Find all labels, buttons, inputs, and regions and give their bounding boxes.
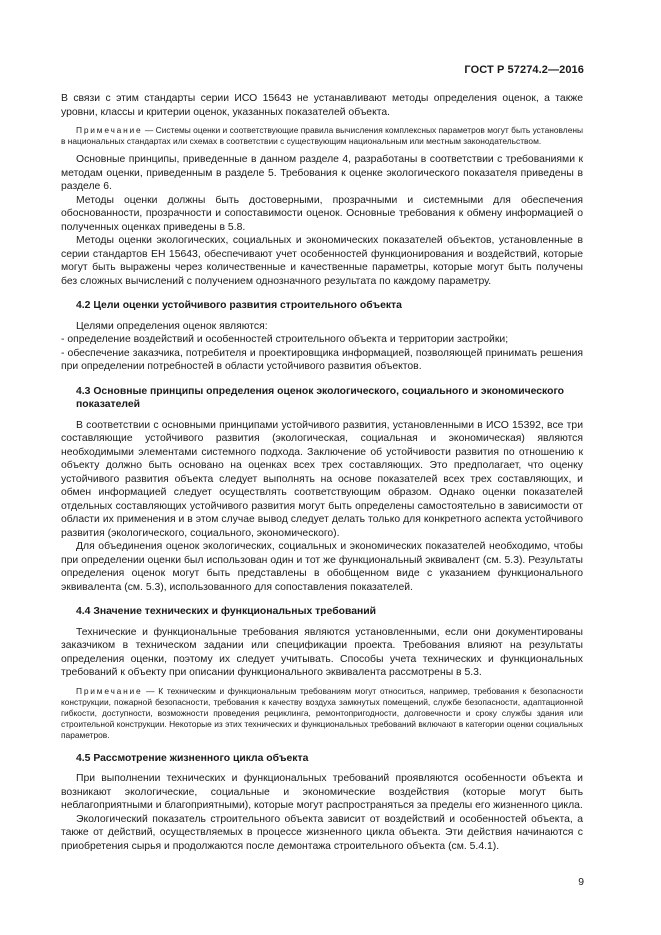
paragraph: Целями определения оценок являются: xyxy=(76,320,268,332)
paragraph: В связи с этим стандарты серии ИСО 15643 не устанавливают методы определения оценок, а также уровни, классы и критерии оценок, указанных показателей объекта. xyxy=(61,93,583,118)
note xyxy=(61,125,583,147)
paragraph: В соответствии с основными принципами устойчивого развития, установленными в ИСО 15392, все три составляющие устойчивого развития (экологическая, социальная и экономическая) являются необходимыми элементами системного подхода. Заключение об устойчивости развития по отношению к объекту должно быть основано на оценках всех трех составляющих. Это предполагает, что оценку устойчивого развития объекта следует выполнять на основе показателей всех трех составляющих, и обмен информацией следует осуществлять соответствующим образом. Однако оценки показателей отдельных составляющих устойчивого развития могут быть определены самостоятельно в зависимости от области их применения и в этом случае вывод следует делать только для конкретного аспекта устойчивого развития (экологического, социального, экономического). xyxy=(61,419,583,539)
standard-header: ГОСТ Р 57274.2—2016 xyxy=(464,64,584,76)
section-heading: 4.4 Значение технических и функциональных требований xyxy=(76,606,377,617)
note-text: — К техническим и функциональным требованиям могут относиться, например, требования к безопасности конструкции, пожарной безопасности, требования к качеству воздуха замкнутых помещений, службе безопасности, адаптационной гибкости, доступности, возможности проведения рециклинга, ремонтопригодности, долговечности и сроку службы здания или строительной конструкции. Некоторые из этих технических и функциональных требований включают в категории оценки социальных параметров. xyxy=(61,685,583,740)
section-heading: 4.5 Рассмотрение жизненного цикла объекта xyxy=(76,752,309,764)
paragraph: При выполнении технических и функциональных требований проявляются особенности объекта и возникают экологические, социальные и экономические воздействия (которые могут быть неблагоприятными и благоприятными), которые могут распространяться за пределы его жизненного цикла. xyxy=(61,773,583,811)
page-body xyxy=(61,92,583,853)
page-number: 9 xyxy=(578,877,584,888)
note-text: — Системы оценки и соответствующие правила вычисления комплексных параметров могут быть установлены в национальных стандартах или схемах в соответствии с существующим национальным или местным законодательством. xyxy=(61,125,583,146)
paragraph: Экологический показатель строительного объекта зависит от воздействий и особенностей объекта, а также от действий, осуществляемых в процессе жизненного цикла объекта. Эти действия начинаются с приобретения сырья и продолжаются после демонтажа строительного объекта (см. 5.4.1). xyxy=(61,813,583,852)
list-item: - определение воздействий и особенностей строительного объекта и территории застройки; xyxy=(61,334,509,345)
list-item: - обеспечение заказчика, потребителя и проектировщика информацией, позволяющей принимать решения при определении потребностей в области устойчивого развития объектов. xyxy=(61,347,583,372)
paragraph: Основные принципы, приведенные в данном разделе 4, разработаны в соответствии с требованиями к методам оценки, приведенным в разделе 5. Требования к оценке экологического показателя приведены в разделе 6. xyxy=(61,154,583,192)
paragraph: Методы оценки должны быть достоверными, прозрачными и системными для обеспечения обоснованности, прозрачности и сопоставимости оценок. Основные требования к обмену информацией о полученных оценках приведены в 5.8. xyxy=(61,194,583,233)
section-heading: 4.2 Цели оценки устойчивого развития строительного объекта xyxy=(76,300,402,311)
paragraph: Технические и функциональные требования являются установленными, если они документированы заказчиком в техническом задании или спецификации проекта. Требования влияют на результаты определения оценки, поэтому их следует учитывать. Способы учета технических и функциональных требований к объекту при описании функционального эквивалента рассмотрены в 5.3. xyxy=(61,626,583,678)
paragraph: Для объединения оценок экологических, социальных и экономических показателей необходимо, чтобы при определении оценки был использован один и тот же функциональный эквивалент (см. 5.3). Результаты определения оценок могут быть представлены в обобщенном виде с указанием функционального эквивалента (см. 5.3), использованного для сопоставления показателей. xyxy=(61,541,583,593)
note-label: Примечание xyxy=(76,685,143,696)
section-heading: 4.3 Основные принципы определения оценок экологического, социального и экономического показателей xyxy=(76,385,565,410)
note-label: Примечание xyxy=(76,125,143,135)
paragraph: Методы оценки экологических, социальных и экономических показателей объектов, установленные в серии стандартов ЕН 15643, обеспечивают учет особенностей функционирования и воздействий, которые могут быть выражены через количественные и качественные параметры, которые могут быть получены без сложных вычислений с получением однозначного результата по каждому параметру. xyxy=(61,235,583,287)
note xyxy=(61,686,583,741)
